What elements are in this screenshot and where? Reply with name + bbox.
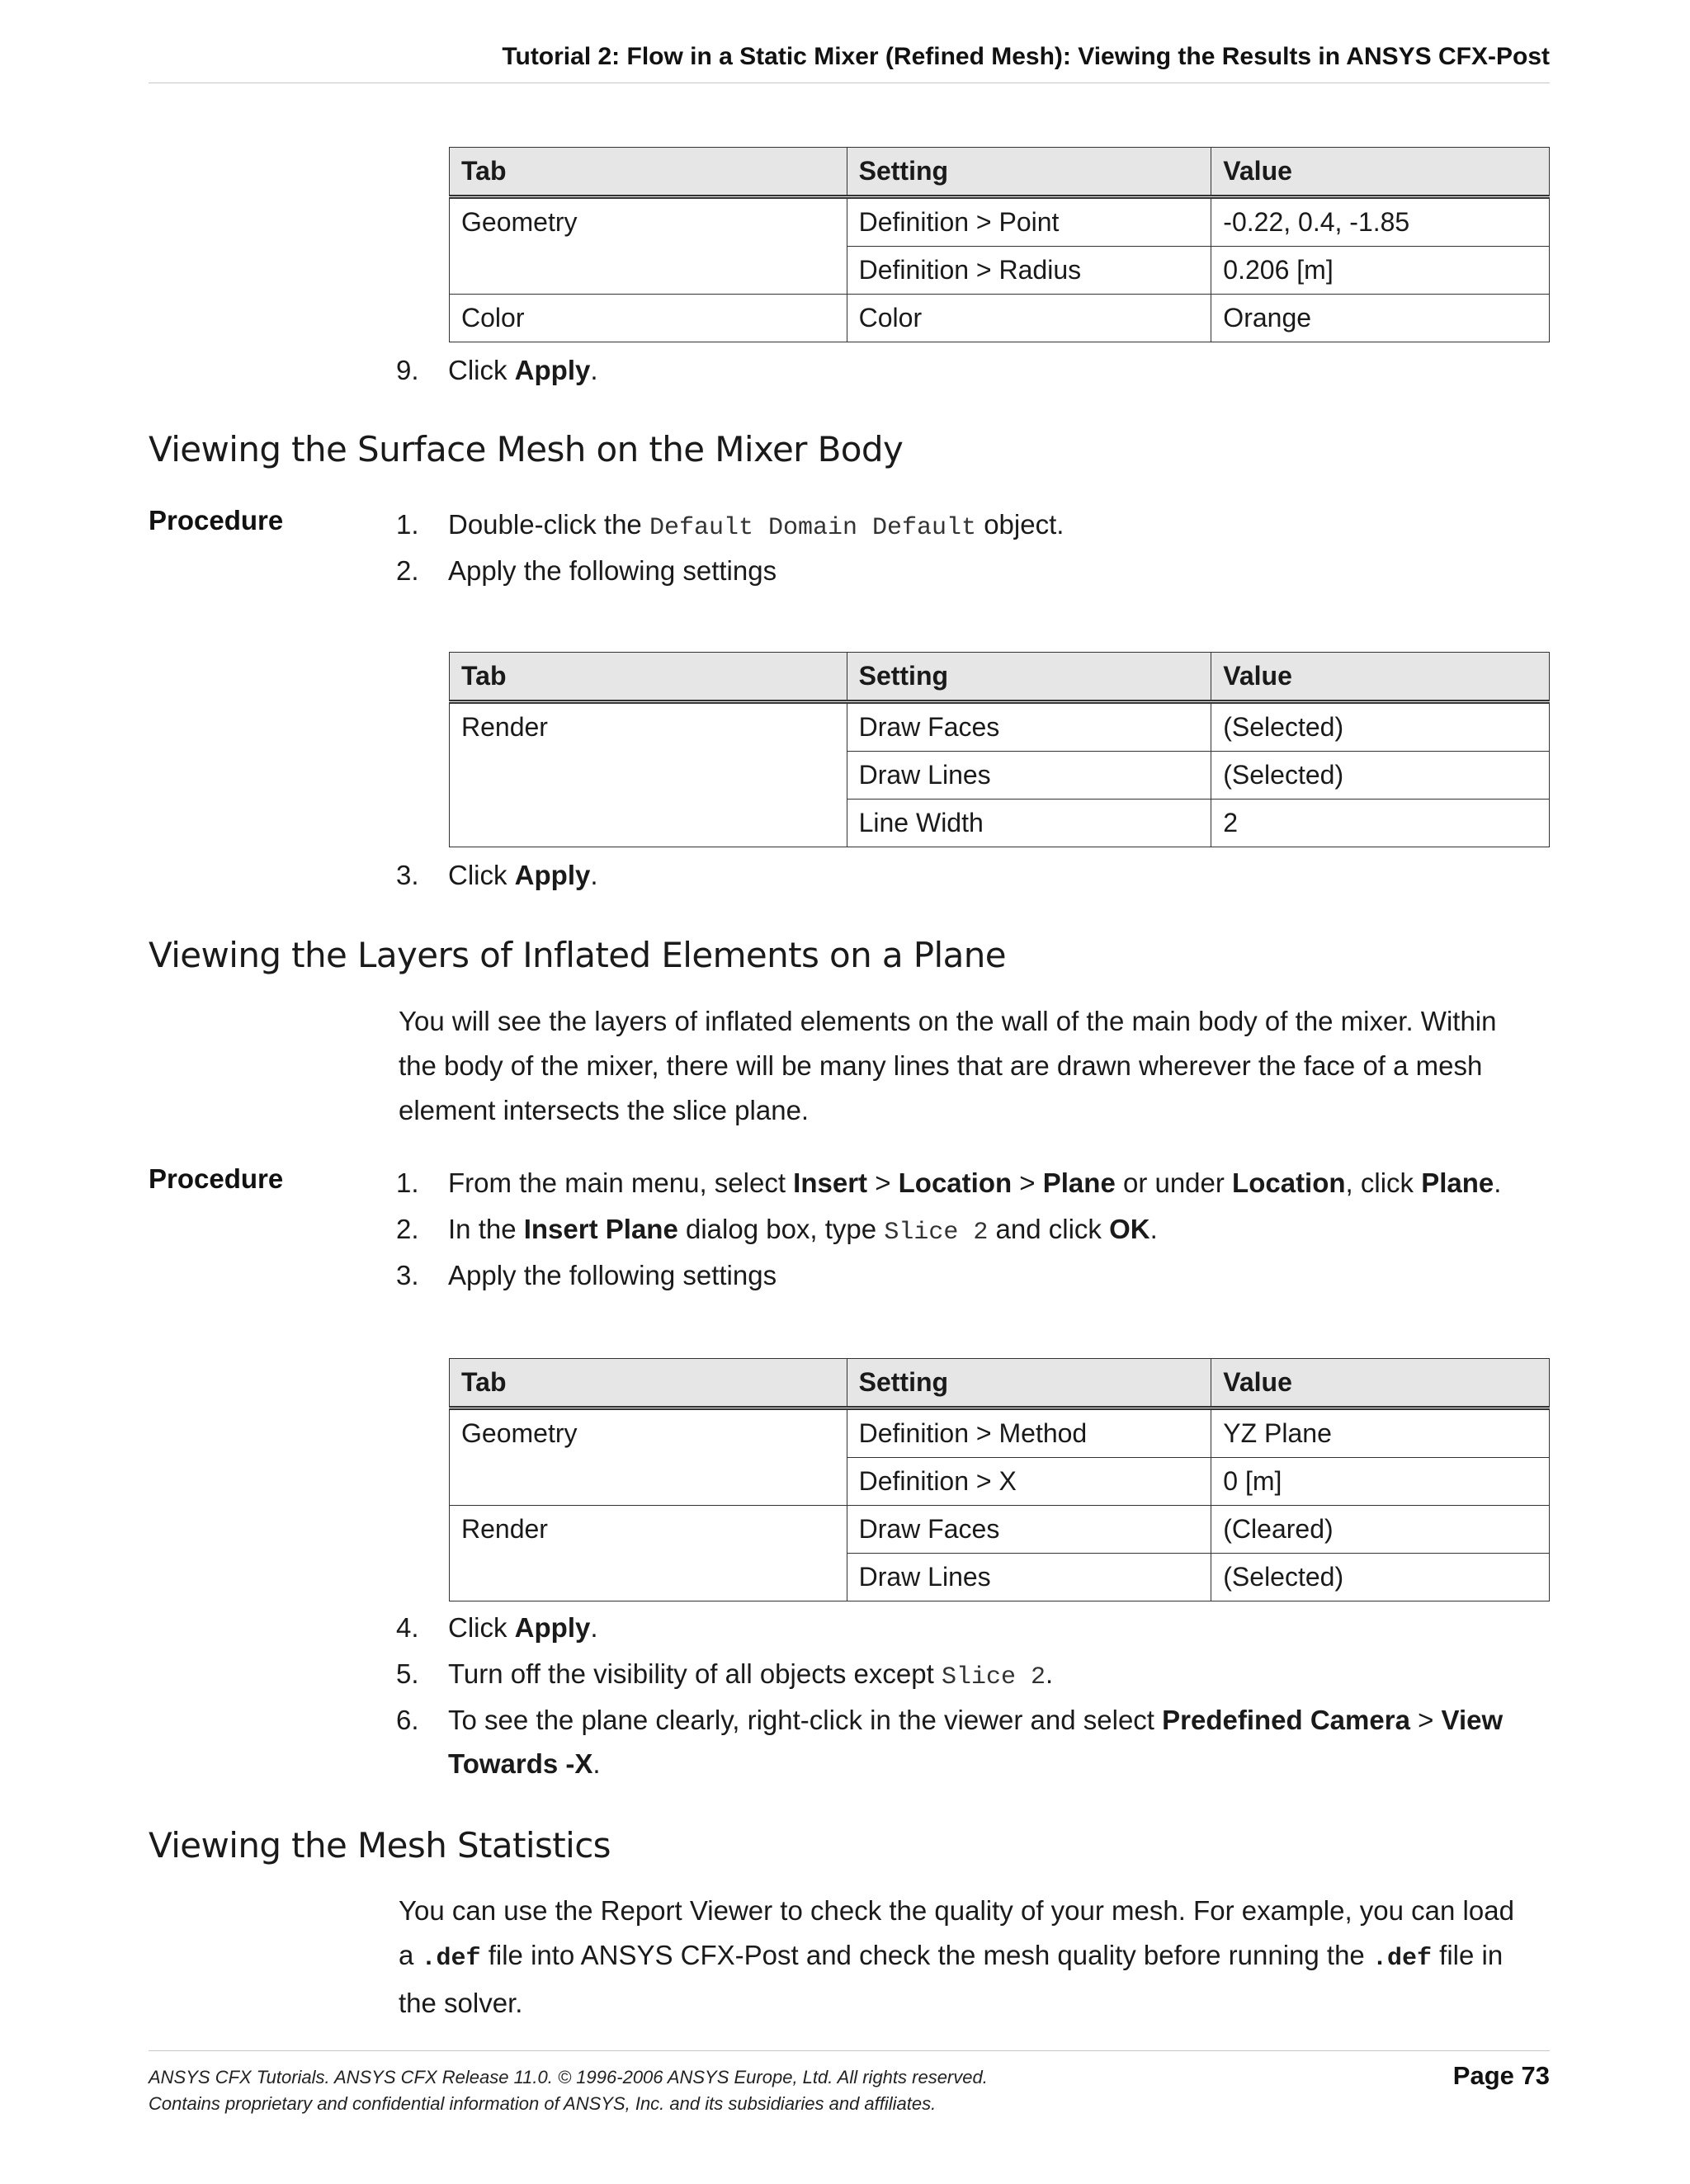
table-cell: (Selected): [1211, 752, 1550, 800]
step-text: [448, 502, 1554, 550]
paragraph-line: [399, 1933, 1554, 1981]
step-text: [448, 1207, 1554, 1255]
step-text-part: and click: [988, 1214, 1110, 1244]
header-setting: Setting: [847, 653, 1211, 702]
header-setting: Setting: [847, 148, 1211, 197]
table-row: [450, 295, 1550, 342]
menu-insert: Insert: [793, 1167, 868, 1198]
header-tab: Tab: [450, 1359, 847, 1408]
step-text-part: In the: [448, 1214, 524, 1244]
step-text: [448, 853, 1554, 897]
step-text-part: Double-click the: [448, 509, 649, 540]
text-part: file into ANSYS CFX-Post and check the mesh quality before running the: [480, 1940, 1372, 1970]
code-text: .def: [421, 1945, 481, 1973]
text-part: a: [399, 1940, 422, 1970]
menu-predefined-camera: Predefined Camera: [1162, 1705, 1410, 1735]
step-text-part: Click: [448, 355, 515, 385]
table-row: [450, 1408, 1550, 1458]
header-tab: Tab: [450, 653, 847, 702]
code-text: Slice 2: [941, 1663, 1046, 1691]
settings-table-surface: [449, 652, 1550, 847]
apply-label: Apply: [514, 1612, 591, 1643]
step-text: [448, 1698, 1554, 1785]
code-text: Default Domain Default: [649, 514, 977, 542]
step-text-part: >: [1012, 1167, 1043, 1198]
table-row: [450, 197, 1550, 247]
table-row: [450, 1506, 1550, 1554]
section-mesh-statistics: [149, 1825, 1550, 1866]
table-cell: Geometry: [450, 197, 847, 295]
table-cell: Draw Lines: [847, 752, 1211, 800]
step-text-part: Turn off the visibility of all objects except: [448, 1658, 942, 1689]
step-number: 3.: [396, 860, 419, 890]
step-text: [448, 1652, 1554, 1700]
table-cell: Line Width: [847, 800, 1211, 847]
footer-copyright: ANSYS CFX Tutorials. ANSYS CFX Release 11.0. © 1996-2006 ANSYS Europe, Ltd. All rights reserved.: [149, 2067, 988, 2087]
paragraph-line: You can use the Report Viewer to check the quality of your mesh. For example, you can load: [399, 1895, 1514, 1926]
table-cell: 0.206 [m]: [1211, 247, 1550, 295]
step-number: 1.: [396, 1167, 419, 1198]
table-cell: Draw Faces: [847, 702, 1211, 752]
step-number: 2.: [396, 1214, 419, 1244]
header-value: Value: [1211, 1359, 1550, 1408]
step-text-part: dialog box, type: [677, 1214, 885, 1244]
text-part: file in: [1431, 1940, 1504, 1970]
section-heading: Viewing the Mesh Statistics: [149, 1825, 611, 1866]
step-text-part: From the main menu, select: [448, 1167, 794, 1198]
step-text: [448, 1161, 1554, 1205]
paragraph-line: the body of the mixer, there will be many lines that are drawn wherever the face of a mesh: [399, 1050, 1483, 1081]
table-row: [450, 702, 1550, 752]
table-cell: 2: [1211, 800, 1550, 847]
procedure-label: Procedure: [149, 1163, 284, 1194]
step-text-part: .: [592, 1748, 601, 1779]
settings-table-plane: [449, 1358, 1550, 1601]
step-text-part: or under: [1115, 1167, 1233, 1198]
apply-label: Apply: [514, 355, 591, 385]
table-cell: Color: [847, 295, 1211, 342]
table-cell: Geometry: [450, 1408, 847, 1506]
stats-paragraph: [399, 1889, 1554, 2026]
menu-location: Location: [898, 1167, 1013, 1198]
table-cell: Render: [450, 702, 847, 847]
step-number: 5.: [396, 1658, 419, 1689]
header-value: Value: [1211, 148, 1550, 197]
step-text-part: .: [590, 860, 598, 890]
step-text-part: .: [1494, 1167, 1502, 1198]
step-number: 4.: [396, 1612, 419, 1643]
menu-location: Location: [1232, 1167, 1346, 1198]
paragraph-line: the solver.: [399, 1988, 523, 2018]
table-cell: Definition > X: [847, 1458, 1211, 1506]
footer-divider: [149, 2050, 1550, 2051]
step-text: Apply the following settings: [448, 555, 777, 586]
table-cell: Render: [450, 1506, 847, 1601]
paragraph-line: element intersects the slice plane.: [399, 1095, 810, 1125]
table-cell: Draw Faces: [847, 1506, 1211, 1554]
step-number: 1.: [396, 509, 419, 540]
step-text-part: .: [1045, 1658, 1054, 1689]
step-text-part: , click: [1345, 1167, 1422, 1198]
procedure-label: Procedure: [149, 505, 284, 535]
dialog-name: Insert Plane: [523, 1214, 678, 1244]
section-heading: Viewing the Surface Mesh on the Mixer Body: [149, 429, 904, 469]
table-header-row: [450, 1359, 1550, 1408]
step-number: 3.: [396, 1260, 419, 1290]
page-number: Page 73: [1452, 2061, 1550, 2090]
footer-confidential: Contains proprietary and confidential information of ANSYS, Inc. and its subsidiaries and affiliates.: [149, 2093, 937, 2114]
step-text-part: >: [867, 1167, 899, 1198]
menu-view: View: [1441, 1705, 1504, 1735]
step-number: 2.: [396, 555, 419, 586]
step-number: 6.: [396, 1705, 419, 1735]
table-cell: -0.22, 0.4, -1.85: [1211, 197, 1550, 247]
step-text-part: .: [1149, 1214, 1158, 1244]
settings-table-sphere: [449, 147, 1550, 342]
step-text-part: object.: [976, 509, 1065, 540]
section-heading: Viewing the Layers of Inflated Elements on a Plane: [149, 935, 1006, 975]
table-cell: Color: [450, 295, 847, 342]
table-cell: YZ Plane: [1211, 1408, 1550, 1458]
section-inflated-layers: [149, 935, 1550, 975]
step-text: Apply the following settings: [448, 1260, 777, 1290]
step-text-part: .: [590, 1612, 598, 1643]
section-surface-mesh: [149, 429, 1550, 469]
table-cell: Orange: [1211, 295, 1550, 342]
running-header: Tutorial 2: Flow in a Static Mixer (Refined Mesh): Viewing the Results in ANSYS CFX-Post: [149, 43, 1550, 83]
step-text-part: To see the plane clearly, right-click in the viewer and select: [448, 1705, 1163, 1735]
table-header-row: [450, 653, 1550, 702]
table-cell: Definition > Radius: [847, 247, 1211, 295]
menu-towards-x: Towards -X: [448, 1748, 593, 1779]
table-cell: (Selected): [1211, 702, 1550, 752]
step-text: [448, 348, 1554, 392]
step-text-part: .: [590, 355, 598, 385]
paragraph-line: You will see the layers of inflated elements on the wall of the main body of the mixer. Within: [399, 1006, 1497, 1036]
step-text-part: Click: [448, 860, 515, 890]
code-text: .def: [1371, 1945, 1432, 1973]
table-cell: (Selected): [1211, 1554, 1550, 1601]
header-value: Value: [1211, 653, 1550, 702]
step-number: 9.: [396, 355, 419, 385]
code-text: Slice 2: [884, 1219, 989, 1247]
table-cell: (Cleared): [1211, 1506, 1550, 1554]
apply-label: Apply: [514, 860, 591, 890]
ok-label: OK: [1109, 1214, 1150, 1244]
table-cell: Definition > Point: [847, 197, 1211, 247]
step-text-part: >: [1409, 1705, 1442, 1735]
menu-plane: Plane: [1042, 1167, 1116, 1198]
header-setting: Setting: [847, 1359, 1211, 1408]
table-cell: Definition > Method: [847, 1408, 1211, 1458]
intro-paragraph: [399, 999, 1554, 1133]
step-text-part: Click: [448, 1612, 515, 1643]
table-header-row: [450, 148, 1550, 197]
table-cell: Draw Lines: [847, 1554, 1211, 1601]
header-tab: Tab: [450, 148, 847, 197]
menu-plane: Plane: [1421, 1167, 1494, 1198]
step-text: [448, 1606, 1554, 1649]
table-cell: 0 [m]: [1211, 1458, 1550, 1506]
